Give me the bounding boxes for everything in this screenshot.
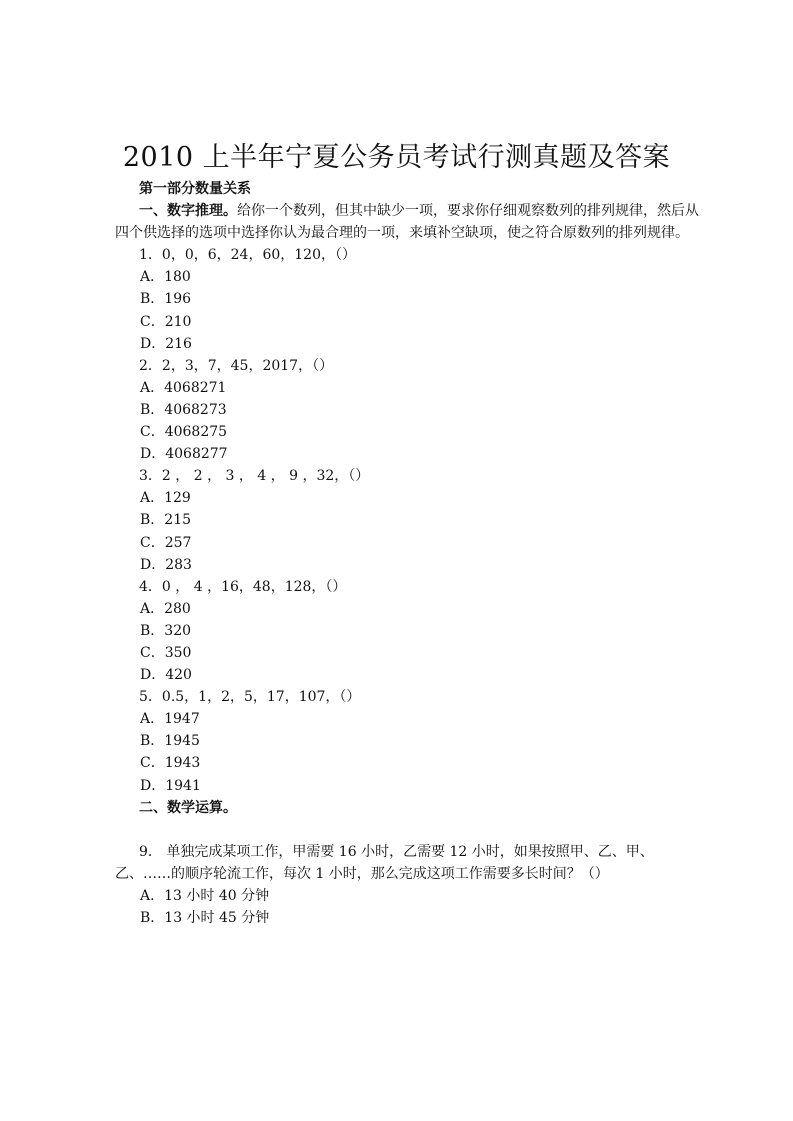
option-b: B．196 <box>140 291 192 308</box>
option-a: A．180 <box>140 269 191 286</box>
question-5 <box>115 686 700 796</box>
blank-gap <box>115 819 700 841</box>
option-b: B．13 小时 45 分钟 <box>140 910 270 926</box>
option-c: C．4068275 <box>140 424 228 441</box>
option-a: A．129 <box>140 490 191 507</box>
question-stem: 1．0，0，6，24，60，120，（） <box>139 247 356 264</box>
option-d: D．420 <box>140 667 192 684</box>
option-c: C．257 <box>140 534 192 551</box>
document-title: 2010 上半年宁夏公务员考试行测真题及答案 <box>122 142 671 173</box>
option-b: B．4068273 <box>140 401 227 418</box>
option-a: A．280 <box>140 600 191 617</box>
question-stem: 5．0.5，1，2，5，17，107，（） <box>139 689 361 706</box>
question-stem: 2．2，3，7，45，2017，（） <box>139 357 334 374</box>
question-1 <box>115 244 700 354</box>
question-2 <box>115 355 700 465</box>
question-stem: 3．2 ， 2 ， 3 ， 4 ， 9 ，32，（） <box>139 468 370 485</box>
part-title: 第一部分数量关系 <box>139 181 251 197</box>
option-c: C．1943 <box>140 755 201 772</box>
option-b: B．320 <box>140 622 192 639</box>
question-3 <box>115 465 700 575</box>
option-a: A．13 小时 40 分钟 <box>140 887 270 904</box>
option-c: C．210 <box>140 313 192 330</box>
option-a: A．4068271 <box>140 379 227 396</box>
option-d: D．4068277 <box>140 446 228 463</box>
document-body <box>115 178 700 929</box>
option-b: B．1945 <box>140 733 200 750</box>
section1-intro: 给你一个数列，但其中缺少一项，要求你仔细观察数列的排列规律，然后从四个供选择的选项中选择你认为最合理的一项，来填补空缺项，使之符合原数列的排列规律。 <box>115 203 699 242</box>
question-9 <box>115 841 700 929</box>
question-stem: 9． 单独完成某项工作，甲需要 16 小时，乙需要 12 小时，如果按照甲、乙、甲、乙、……的顺序轮流工作，每次 1 小时，那么完成这项工作需要多长时间？（） <box>115 843 654 882</box>
option-b: B．215 <box>140 512 192 529</box>
option-c: C．350 <box>140 644 192 661</box>
section2-heading: 二、数学运算。 <box>139 799 237 816</box>
section1-paragraph <box>115 200 700 244</box>
option-a: A．1947 <box>140 711 200 728</box>
option-d: D．1941 <box>140 777 201 794</box>
option-d: D．216 <box>140 335 192 352</box>
question-stem: 4．0 ， 4 ，16，48，128，（） <box>139 578 347 595</box>
question-4 <box>115 576 700 686</box>
option-d: D．283 <box>140 556 192 573</box>
section1-heading: 一、数字推理。 <box>139 203 237 220</box>
